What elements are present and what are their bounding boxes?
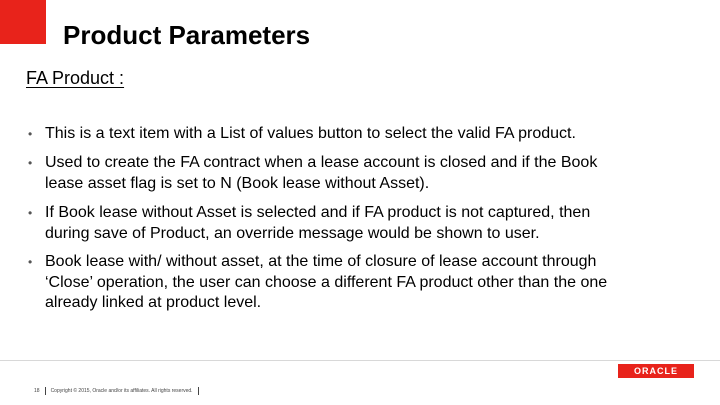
bullet-line: Used to create the FA contract when a lease account is closed and if the Book	[45, 154, 598, 171]
bullet-text	[45, 252, 695, 314]
slide-footer	[34, 386, 204, 396]
bullet-line: ‘Close’ operation, the user can choose a different FA product other than the one	[45, 273, 608, 291]
slide-title: Product Parameters	[63, 20, 311, 50]
bullet-line: lease asset flag is set to N (Book lease without Asset).	[45, 174, 430, 192]
title-accent-block	[0, 0, 46, 44]
copyright-text: Copyright © 2015, Oracle and/or its affiliates. All rights reserved.	[50, 388, 193, 394]
footer-separator	[45, 387, 46, 395]
bullet-line: Book lease with/ without asset, at the time of closure of lease account through	[45, 253, 597, 270]
bullet-dot-icon: •	[28, 255, 33, 269]
bullet-line: This is a text item with a List of values button to select the valid FA product.	[45, 125, 576, 142]
oracle-logo: ORACLE	[618, 364, 694, 378]
bullet-dot-icon: •	[28, 206, 33, 220]
bullet-dot-icon: •	[28, 127, 33, 141]
bullet-line: If Book lease without Asset is selected and if FA product is not captured, then	[45, 204, 591, 221]
bullet-line: during save of Product, an override message would be shown to user.	[45, 224, 540, 242]
page-number: 18	[34, 388, 40, 394]
bullet-line: already linked at product level.	[45, 294, 262, 311]
footer-separator	[198, 387, 199, 395]
section-subtitle: FA Product :	[26, 68, 125, 88]
footer-divider	[0, 360, 720, 361]
bullet-dot-icon: •	[28, 156, 33, 170]
bullet-text	[45, 203, 695, 244]
bullet-text	[45, 124, 695, 145]
bullet-text	[45, 153, 695, 194]
